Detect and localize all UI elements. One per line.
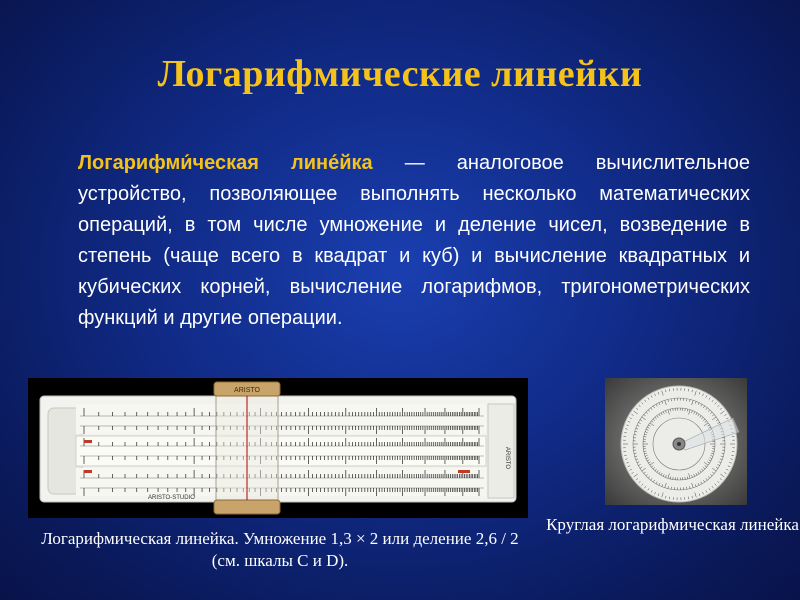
side-brand-label: ARISTO (504, 446, 510, 470)
slide-title: Логарифмические линейки (157, 53, 643, 95)
linear-rule-caption: Логарифмическая линейка. Умножение 1,3 × 2 или деление 2,6 / 2 (см. шкалы С и D). (41, 529, 519, 570)
definition-term: Логарифми́ческая лине́йка (78, 152, 373, 174)
circular-slide-rule-photo (605, 378, 747, 505)
circular-slide-rule-image (605, 378, 747, 505)
footer-brand-label: ARISTO-STUDIO (148, 495, 195, 501)
definition-paragraph (78, 148, 750, 334)
linear-slide-rule-photo (28, 378, 528, 518)
cursor-brand-label: ARISTO (234, 387, 260, 394)
circular-rule-caption: Круглая логарифмическая линейка (546, 515, 799, 534)
definition-text: — аналоговое вычислительное устройство, позволяющее выполнять несколько математических операций, в том числе умножение и деление чисел, возведение в степень (чаще всего в квадрат и куб) и вычисление квадратных и кубических корней, вычисление логарифмов, тригонометрических функций и другие операции. (78, 152, 750, 329)
linear-slide-rule-image (28, 378, 528, 518)
